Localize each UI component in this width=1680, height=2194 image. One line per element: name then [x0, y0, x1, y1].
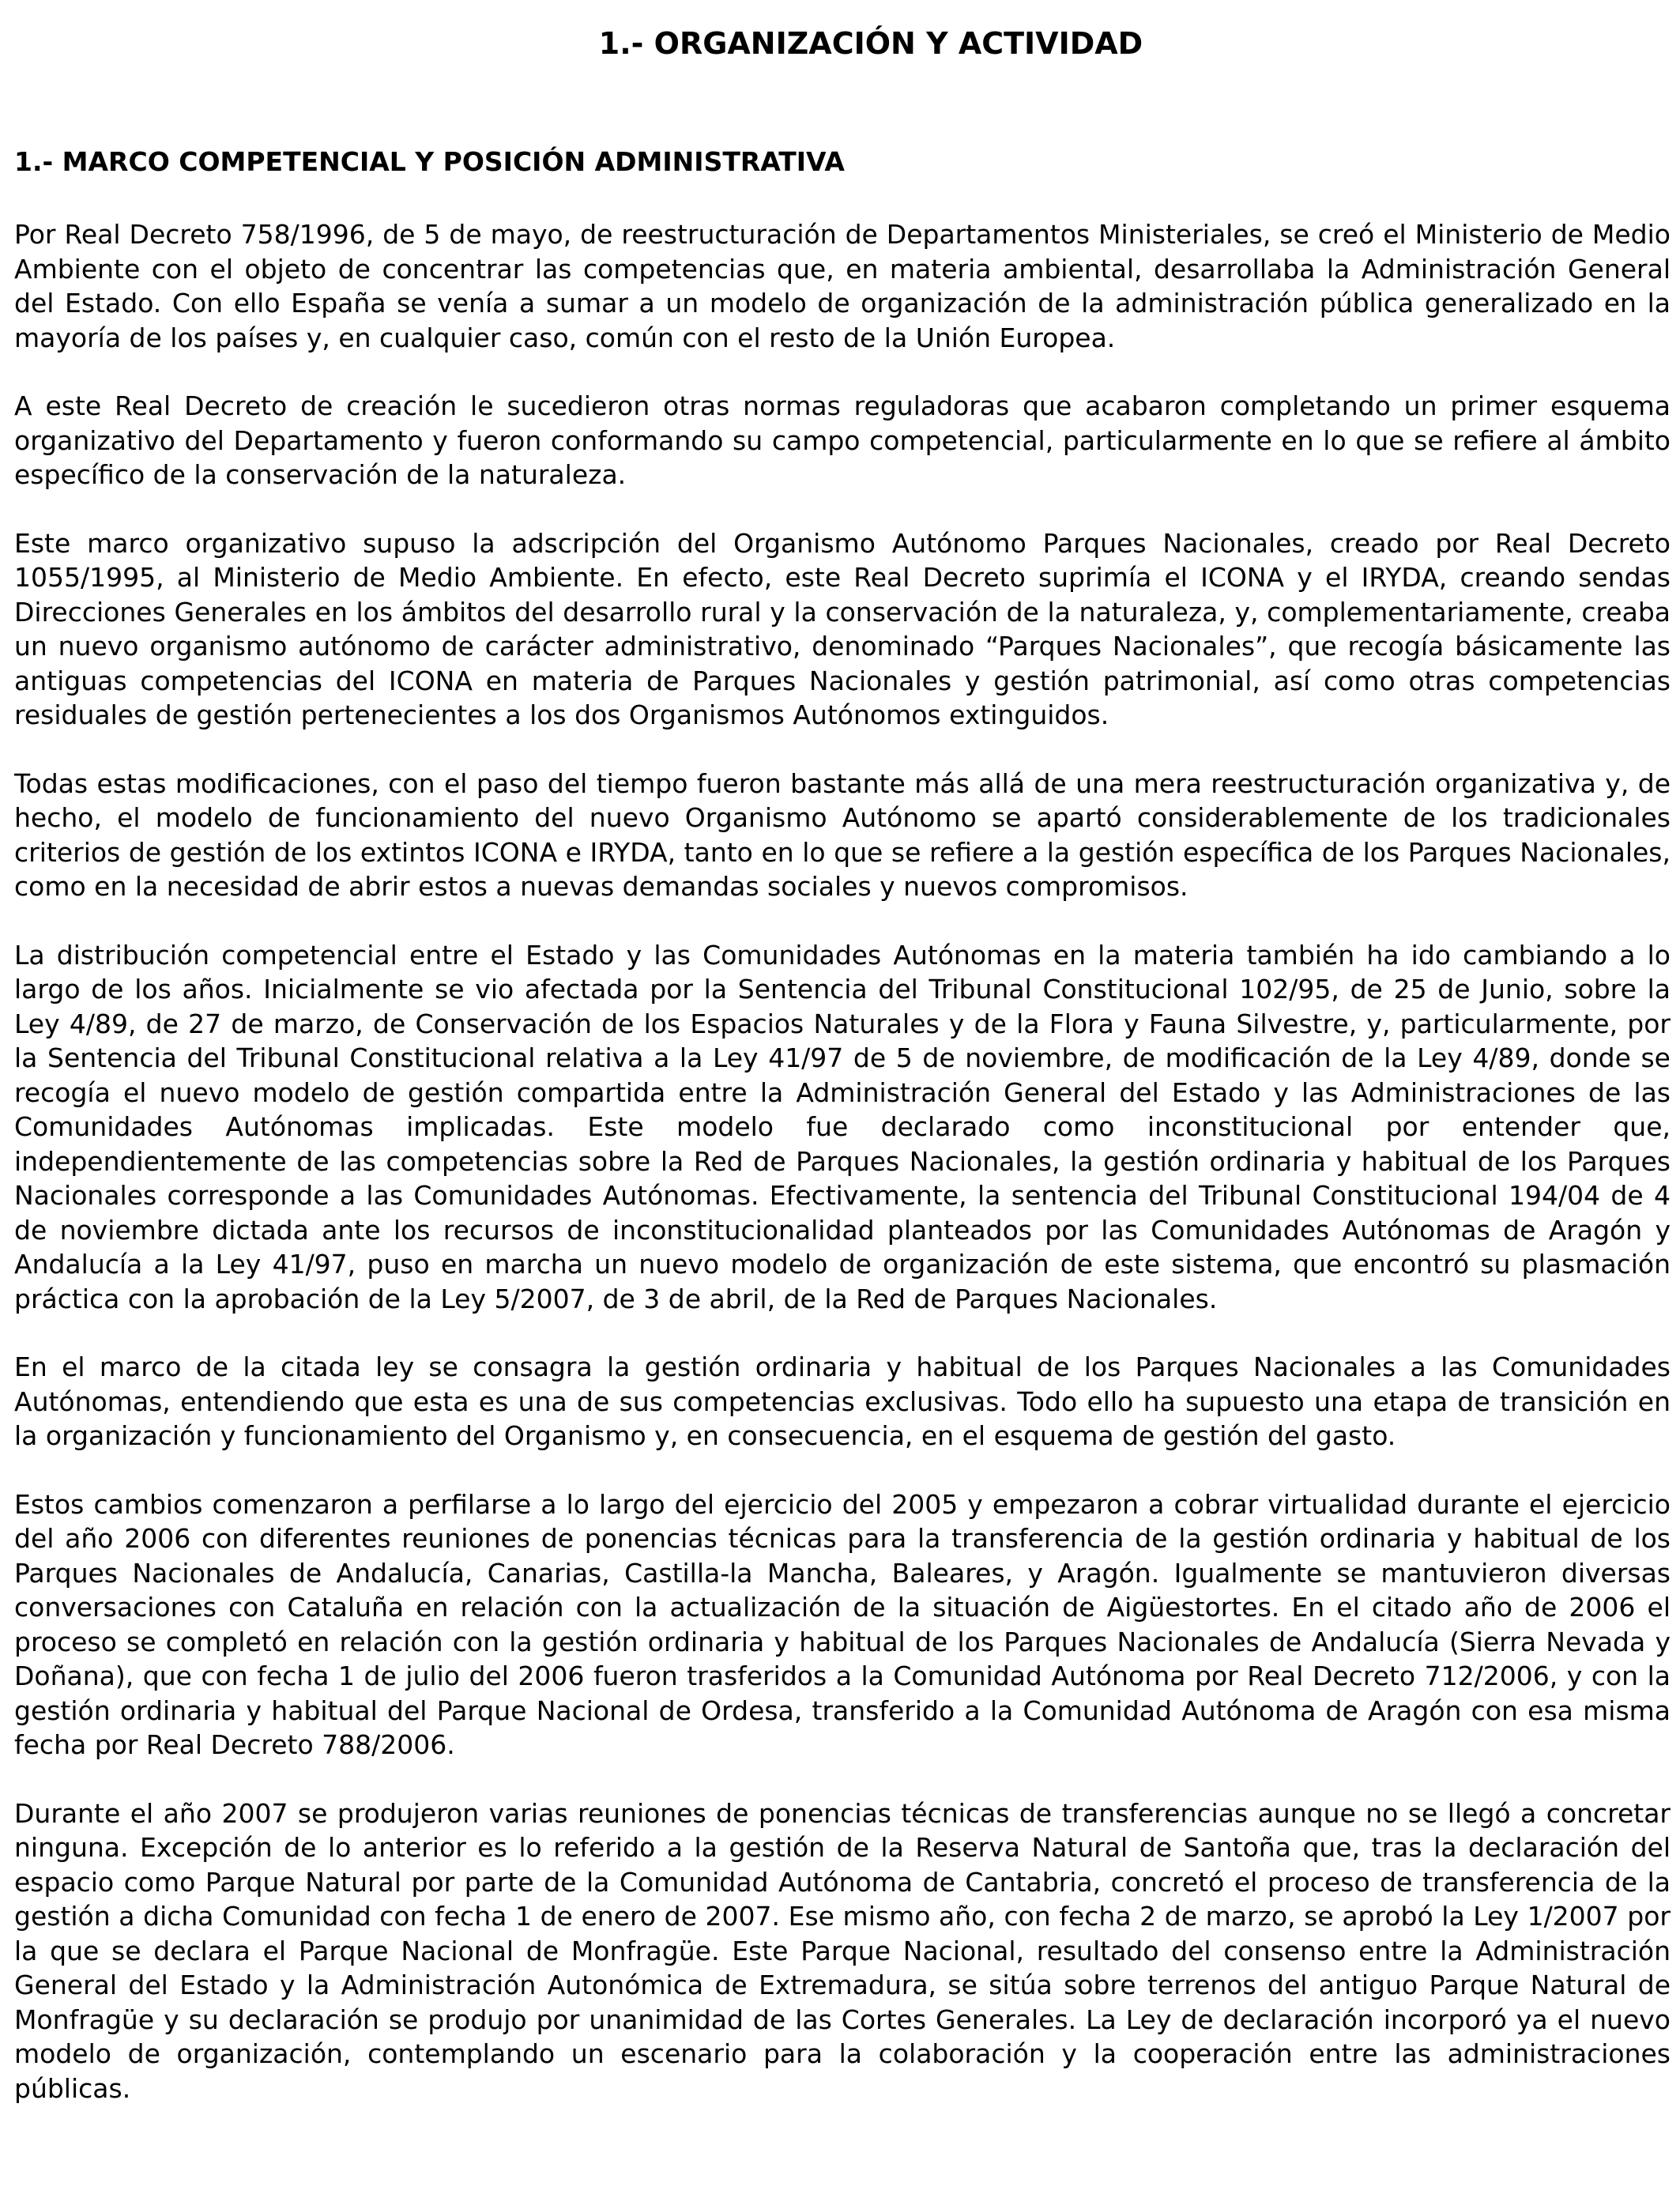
paragraph-2: A este Real Decreto de creación le sucedieron otras normas reguladoras que acabaron completando un primer esquema organizativo del Departamento y fueron conformando su campo competencial, particularmente en lo que se refiere al ámbito específico de la conservación de la naturaleza. [14, 390, 1671, 490]
paragraph-8: Durante el año 2007 se produjeron varias reuniones de ponencias técnicas de transferencias aunque no se llegó a concretar ninguna. Excepción de lo anterior es lo referido a la gestión de la Reserva Natural de Santoña que, tras la declaración del espacio como Parque Natural por parte de la Comunidad Autónoma de Cantabria, concretó el proceso de transferencia de la gestión a dicha Comunidad con fecha 1 de enero de 2007. Ese mismo año, con fecha 2 de marzo, se aprobó la Ley 1/2007 por la que se declara el Parque Nacional de Monfragüe. Este Parque Nacional, resultado del consenso entre la Administración General del Estado y la Administración Autonómica de Extremadura, se sitúa sobre terrenos del antiguo Parque Natural de Monfragüe y su declaración se produjo por unanimidad de las Cortes Generales. La Ley de declaración incorporó ya el nuevo modelo de organización, contemplando un escenario para la colaboración y la cooperación entre las administraciones públicas. [14, 1797, 1671, 2104]
paragraph-1: Por Real Decreto 758/1996, de 5 de mayo, de reestructuración de Departamentos Ministeriales, se creó el Ministerio de Medio Ambiente con el objeto de concentrar las competencias que, en materia ambiental, desarrollaba la Administración General del Estado. Con ello España se venía a sumar a un modelo de organización de la administración pública generalizado en la mayoría de los países y, en cualquier caso, común con el resto de la Unión Europea. [14, 219, 1671, 353]
document-page [14, 0, 1671, 2105]
paragraph-7: Estos cambios comenzaron a perfilarse a lo largo del ejercicio del 2005 y empezaron a cobrar virtualidad durante el ejercicio del año 2006 con diferentes reuniones de ponencias técnicas para la transferencia de la gestión ordinaria y habitual de los Parques Nacionales de Andalucía, Canarias, Castilla-la Mancha, Baleares, y Aragón. Igualmente se mantuvieron diversas conversaciones con Cataluña en relación con la actualización de la situación de Aigüestortes. En el citado año de 2006 el proceso se completó en relación con la gestión ordinaria y habitual de los Parques Nacionales de Andalucía (Sierra Nevada y Doñana), que con fecha 1 de julio del 2006 fueron trasferidos a la Comunidad Autónoma por Real Decreto 712/2006, y con la gestión ordinaria y habitual del Parque Nacional de Ordesa, transferido a la Comunidad Autónoma de Aragón con esa misma fecha por Real Decreto 788/2006. [14, 1488, 1671, 1760]
section-heading: 1.- MARCO COMPETENCIAL Y POSICIÓN ADMINISTRATIVA [14, 146, 845, 177]
paragraph-6: En el marco de la citada ley se consagra la gestión ordinaria y habitual de los Parques Nacionales a las Comunidades Autónomas, entendiendo que esta es una de sus competencias exclusivas. Todo ello ha supuesto una etapa de transición en la organización y funcionamiento del Organismo y, en consecuencia, en el esquema de gestión del gasto. [14, 1351, 1671, 1451]
page-title: 1.- ORGANIZACIÓN Y ACTIVIDAD [598, 26, 1143, 61]
paragraph-4: Todas estas modificaciones, con el paso del tiempo fueron bastante más allá de una mera reestructuración organizativa y, de hecho, el modelo de funcionamiento del nuevo Organismo Autónomo se apartó considerablemente de los tradicionales criterios de gestión de los extintos ICONA e IRYDA, tanto en lo que se refiere a la gestión específica de los Parques Nacionales, como en la necesidad de abrir estos a nuevas demandas sociales y nuevos compromisos. [14, 767, 1671, 902]
paragraph-5: La distribución competencial entre el Estado y las Comunidades Autónomas en la materia también ha ido cambiando a lo largo de los años. Inicialmente se vio afectada por la Sentencia del Tribunal Constitucional 102/95, de 25 de Junio, sobre la Ley 4/89, de 27 de marzo, de Conservación de los Espacios Naturales y de la Flora y Fauna Silvestre, y, particularmente, por la Sentencia del Tribunal Constitucional relativa a la Ley 41/97 de 5 de noviembre, de modificación de la Ley 4/89, donde se recogía el nuevo modelo de gestión compartida entre la Administración General del Estado y las Administraciones de las Comunidades Autónomas implicadas. Este modelo fue declarado como inconstitucional por entender que, independientemente de las competencias sobre la Red de Parques Nacionales, la gestión ordinaria y habitual de los Parques Nacionales corresponde a las Comunidades Autónomas. Efectivamente, la sentencia del Tribunal Constitucional 194/04 de 4 de noviembre dictada ante los recursos de inconstitucionalidad planteados por las Comunidades Autónomas de Aragón y Andalucía a la Ley 41/97, puso en marcha un nuevo modelo de organización de este sistema, que encontró su plasmación práctica con la aprobación de la Ley 5/2007, de 3 de abril, de la Red de Parques Nacionales. [14, 939, 1671, 1314]
paragraph-3: Este marco organizativo supuso la adscripción del Organismo Autónomo Parques Nacionales, creado por Real Decreto 1055/1995, al Ministerio de Medio Ambiente. En efecto, este Real Decreto suprimía el ICONA y el IRYDA, creando sendas Direcciones Generales en los ámbitos del desarrollo rural y la conservación de la naturaleza, y, complementariamente, creaba un nuevo organismo autónomo de carácter administrativo, denominado “Parques Nacionales”, que recogía básicamente las antiguas competencias del ICONA en materia de Parques Nacionales y gestión patrimonial, así como otras competencias residuales de gestión pertenecientes a los dos Organismos Autónomos extinguidos. [14, 527, 1671, 730]
